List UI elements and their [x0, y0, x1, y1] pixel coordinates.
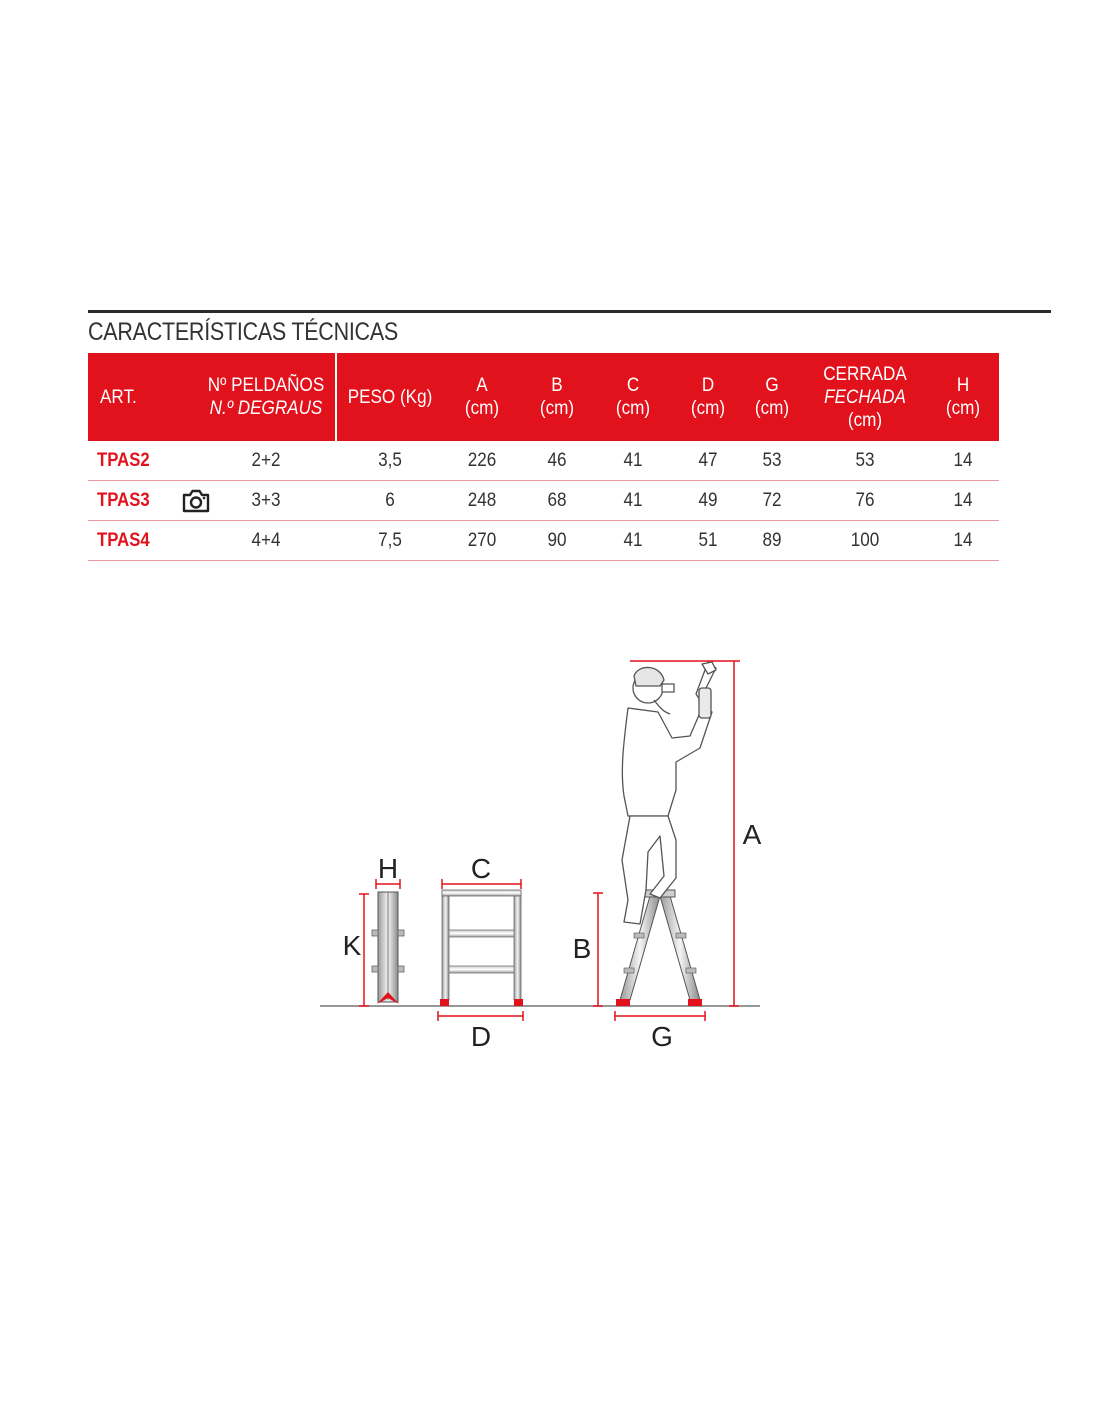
- header-h-unit: (cm): [945, 398, 981, 419]
- camera-icon[interactable]: [181, 488, 211, 514]
- cell-c: 41: [623, 530, 643, 551]
- ladder-dimension-diagram: [0, 640, 1100, 1060]
- header-h: [936, 353, 990, 441]
- header-g-unit: (cm): [754, 398, 790, 419]
- header-d: [681, 353, 735, 441]
- cell-a: 248: [467, 490, 497, 511]
- cell-c: 41: [623, 490, 643, 511]
- table-header: [88, 353, 999, 441]
- dimension-h: [376, 853, 400, 889]
- cell-closed: 76: [855, 490, 875, 511]
- cell-b: 46: [547, 450, 567, 471]
- cell-art: TPAS2: [97, 450, 150, 471]
- cell-g: 89: [762, 530, 782, 551]
- cell-steps: 4+4: [251, 530, 281, 551]
- label-d: D: [470, 1021, 492, 1052]
- section-title: CARACTERÍSTICAS TÉCNICAS: [88, 318, 398, 346]
- header-c: [606, 353, 660, 441]
- cell-d: 49: [698, 490, 718, 511]
- header-closed-unit: (cm): [847, 409, 883, 431]
- header-steps-label: Nº PELDAÑOS: [207, 375, 325, 396]
- cell-art: TPAS3: [97, 490, 150, 511]
- person-figure: [622, 662, 716, 924]
- cell-h: 14: [953, 490, 973, 511]
- header-d-unit: (cm): [690, 398, 726, 419]
- section-rule: [88, 310, 1051, 313]
- header-a-unit: (cm): [464, 398, 500, 419]
- header-a-label: A: [476, 375, 488, 396]
- header-steps-label-pt: N.º DEGRAUS: [209, 398, 323, 419]
- cell-weight: 3,5: [378, 450, 402, 471]
- header-weight-label: PESO (Kg): [347, 386, 433, 408]
- dimension-g: [615, 1011, 705, 1052]
- header-g-label: G: [765, 375, 779, 396]
- cell-weight: 6: [385, 490, 395, 511]
- header-h-label: H: [956, 375, 970, 396]
- cell-h: 14: [953, 530, 973, 551]
- table-row: [88, 481, 999, 521]
- ladder-front-view: [440, 890, 523, 1006]
- cell-closed: 53: [855, 450, 875, 471]
- header-a: [455, 353, 509, 441]
- label-k: K: [342, 930, 362, 961]
- cell-art: TPAS4: [97, 530, 150, 551]
- dimension-b: [573, 893, 603, 1006]
- cell-d: 51: [698, 530, 718, 551]
- cell-b: 90: [547, 530, 567, 551]
- cell-h: 14: [953, 450, 973, 471]
- cell-g: 72: [762, 490, 782, 511]
- header-closed: [816, 353, 915, 441]
- label-h: H: [377, 853, 399, 884]
- header-c-label: C: [626, 375, 640, 396]
- dimension-k: [343, 894, 369, 1006]
- header-art-label: ART.: [100, 386, 137, 408]
- cell-steps: 2+2: [251, 450, 281, 471]
- cell-weight: 7,5: [378, 530, 402, 551]
- table-row: [88, 441, 999, 481]
- cell-g: 53: [762, 450, 782, 471]
- header-c-unit: (cm): [615, 398, 651, 419]
- label-g: G: [651, 1021, 673, 1052]
- dimension-d: [438, 1011, 523, 1052]
- header-divider: [335, 353, 337, 441]
- header-closed-label: CERRADA: [823, 363, 907, 385]
- label-a: A: [742, 819, 762, 850]
- label-c: C: [470, 853, 492, 884]
- header-b-unit: (cm): [539, 398, 575, 419]
- closed-ladder-side-view: [372, 892, 404, 1004]
- cell-a: 226: [467, 450, 497, 471]
- table-row: [88, 521, 999, 561]
- cell-c: 41: [623, 450, 643, 471]
- header-steps: [203, 353, 329, 441]
- header-b-label: B: [551, 375, 563, 396]
- header-g: [745, 353, 799, 441]
- cell-d: 47: [698, 450, 718, 471]
- cell-b: 68: [547, 490, 567, 511]
- cell-closed: 100: [850, 530, 880, 551]
- header-art: [100, 353, 154, 441]
- header-weight: [343, 353, 437, 441]
- dimension-c: [442, 853, 521, 889]
- cell-a: 270: [467, 530, 497, 551]
- label-b: B: [572, 933, 592, 964]
- cell-steps: 3+3: [251, 490, 281, 511]
- header-b: [530, 353, 584, 441]
- header-closed-label-pt: FECHADA: [824, 386, 906, 408]
- spec-table: [88, 353, 999, 561]
- header-d-label: D: [701, 375, 715, 396]
